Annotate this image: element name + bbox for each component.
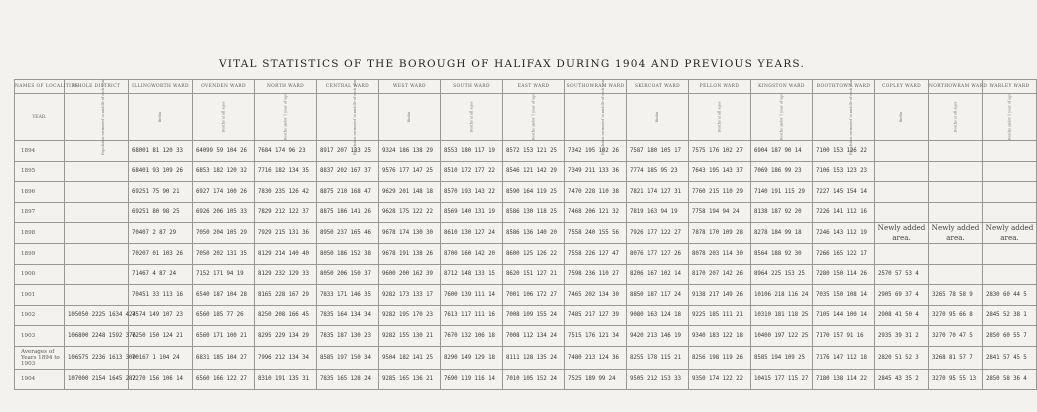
data-cell: 8310 191 135 31 <box>255 369 317 390</box>
data-cell: 7758 194 94 24 <box>689 202 751 223</box>
data-cell: 68001 81 120 33 <box>129 141 193 162</box>
ward-header: SOUTHOWRAM WARD <box>565 80 627 94</box>
ward-header: CENTRAL WARD <box>317 80 379 94</box>
sub-header: Deaths at all ages <box>929 94 983 141</box>
data-cell: 7465 202 134 30 <box>565 285 627 306</box>
ward-header: COPLEY WARD <box>875 80 929 94</box>
data-cell: 9505 212 153 33 <box>627 369 689 390</box>
data-cell: 7008 109 155 24 <box>503 305 565 326</box>
corner-header: NAMES OF LOCALITIES <box>15 80 65 94</box>
data-cell: 9138 217 149 26 <box>689 285 751 306</box>
data-cell: 9225 185 111 21 <box>689 305 751 326</box>
data-cell: 7819 163 94 19 <box>627 202 689 223</box>
data-cell: 8950 237 165 46 <box>317 223 379 244</box>
ward-header: SKIRCOAT WARD <box>627 80 689 94</box>
page-title: VITAL STATISTICS OF THE BOROUGH OF HALIFAX DURING 1904 AND PREVIOUS YEARS. <box>219 58 805 70</box>
data-cell: 7613 117 111 16 <box>441 305 503 326</box>
data-cell: 7468 206 121 32 <box>565 202 627 223</box>
data-cell: 10310 181 118 25 <box>751 305 813 326</box>
data-cell: 8050 186 152 38 <box>317 244 379 265</box>
data-cell <box>65 285 129 306</box>
year-header: YEAR. <box>15 94 65 141</box>
data-cell: 2850 58 36 4 <box>983 369 1037 390</box>
ward-header: PELLON WARD <box>689 80 751 94</box>
data-cell: 7690 119 116 14 <box>441 369 503 390</box>
data-cell: 8138 187 92 20 <box>751 202 813 223</box>
data-cell: 8050 206 150 37 <box>317 264 379 285</box>
data-cell: 7485 217 127 39 <box>565 305 627 326</box>
data-cell: 10415 177 115 27 <box>751 369 813 390</box>
ward-header: NORTH WARD <box>255 80 317 94</box>
data-cell <box>929 244 983 265</box>
data-cell: 9600 200 162 39 <box>379 264 441 285</box>
sub-header: Population estimated to middle of each year <box>813 94 875 141</box>
sub-header: Population estimated to middle of each year <box>565 94 627 141</box>
data-cell: 8620 151 127 21 <box>503 264 565 285</box>
data-cell <box>983 161 1037 182</box>
ward-header: BOOTHTOWN WARD <box>813 80 875 94</box>
sub-header: Deaths under 1 year of age <box>751 94 813 141</box>
sub-header: Deaths under 1 year of age <box>983 94 1037 141</box>
data-cell: 8964 225 153 25 <box>751 264 813 285</box>
data-cell: 7069 186 99 23 <box>751 161 813 182</box>
data-cell: 2820 51 52 3 <box>875 346 929 369</box>
data-cell: 7833 171 146 35 <box>317 285 379 306</box>
data-cell: 9282 195 170 23 <box>379 305 441 326</box>
data-cell: 7598 236 110 27 <box>565 264 627 285</box>
data-cell: 8553 180 117 19 <box>441 141 503 162</box>
data-cell: 64099 59 104 26 <box>193 141 255 162</box>
data-cell: 9282 173 133 17 <box>379 285 441 306</box>
data-cell: 8600 125 126 22 <box>503 244 565 265</box>
data-cell <box>983 182 1037 203</box>
data-cell: 8570 193 143 22 <box>441 182 503 203</box>
year-cell: 1904 <box>15 369 65 390</box>
data-cell: 7996 212 134 34 <box>255 346 317 369</box>
data-cell: 6560 185 77 26 <box>193 305 255 326</box>
newly-added-note: Newly added area. <box>983 223 1037 244</box>
data-cell: 7760 215 110 29 <box>689 182 751 203</box>
data-cell <box>875 141 929 162</box>
year-cell: 1901 <box>15 285 65 306</box>
data-cell: 8278 184 99 18 <box>751 223 813 244</box>
year-cell: 1897 <box>15 202 65 223</box>
table-row <box>15 244 1037 265</box>
data-cell: 70207 01 103 26 <box>129 244 193 265</box>
data-cell: 6560 171 100 21 <box>193 326 255 347</box>
data-cell: 8250 208 166 45 <box>255 305 317 326</box>
sub-header: Deaths at all ages <box>689 94 751 141</box>
ward-header: WEST WARD <box>379 80 441 94</box>
data-cell: 7050 204 105 29 <box>193 223 255 244</box>
data-cell: 107000 2154 1645 282 <box>65 369 129 390</box>
data-cell: 9576 177 147 25 <box>379 161 441 182</box>
data-cell: 7035 150 108 14 <box>813 285 875 306</box>
data-cell: 8875 210 168 47 <box>317 182 379 203</box>
data-cell: 7176 147 112 18 <box>813 346 875 369</box>
year-cell: 1900 <box>15 264 65 285</box>
data-cell: 7835 165 128 24 <box>317 369 379 390</box>
table-row <box>15 369 1037 390</box>
data-cell: 9285 165 136 21 <box>379 369 441 390</box>
data-cell: 7684 174 96 23 <box>255 141 317 162</box>
ward-header: WARLEY WARD <box>983 80 1037 94</box>
year-cell: 1898 <box>15 223 65 244</box>
year-cell: 1895 <box>15 161 65 182</box>
data-cell: 2845 43 35 2 <box>875 369 929 390</box>
data-cell: 7558 240 155 56 <box>565 223 627 244</box>
data-cell: 2570 57 53 4 <box>875 264 929 285</box>
data-cell: 8255 178 115 21 <box>627 346 689 369</box>
data-cell: 7227 145 154 14 <box>813 182 875 203</box>
data-cell: 9080 163 124 18 <box>627 305 689 326</box>
data-cell: 7587 180 105 17 <box>627 141 689 162</box>
data-cell: 6540 187 104 28 <box>193 285 255 306</box>
data-cell <box>875 202 929 223</box>
data-cell: 8586 136 140 20 <box>503 223 565 244</box>
year-cell: 1894 <box>15 141 65 162</box>
data-cell: 69251 80 98 25 <box>129 202 193 223</box>
newly-added-note: Newly added area. <box>929 223 983 244</box>
data-cell: 8111 128 135 24 <box>503 346 565 369</box>
data-cell <box>65 141 129 162</box>
data-cell: 7470 228 110 38 <box>565 182 627 203</box>
data-cell: 7926 177 122 27 <box>627 223 689 244</box>
data-cell: 3265 78 58 9 <box>929 285 983 306</box>
data-cell: 8510 172 177 22 <box>441 161 503 182</box>
data-cell: 9282 155 130 21 <box>379 326 441 347</box>
data-cell: 8586 130 118 25 <box>503 202 565 223</box>
data-cell <box>65 264 129 285</box>
data-cell: 7140 191 115 29 <box>751 182 813 203</box>
table-row <box>15 346 1037 369</box>
data-cell: 9340 183 122 18 <box>689 326 751 347</box>
data-cell: 68401 93 109 26 <box>129 161 193 182</box>
ward-header: NORTHOWRAM WARD <box>929 80 983 94</box>
sub-header: Deaths under 1 year of age <box>255 94 317 141</box>
data-cell: 8076 177 127 26 <box>627 244 689 265</box>
data-cell <box>929 141 983 162</box>
data-cell: 2850 60 55 7 <box>983 326 1037 347</box>
data-cell: 69251 75 90 21 <box>129 182 193 203</box>
data-cell: 106800 2248 1592 376 <box>65 326 129 347</box>
data-cell: 9350 174 122 22 <box>689 369 751 390</box>
data-cell: 7774 185 95 23 <box>627 161 689 182</box>
data-cell: 9678 174 130 30 <box>379 223 441 244</box>
data-cell: 6831 185 104 27 <box>193 346 255 369</box>
data-cell: 7170 157 91 16 <box>813 326 875 347</box>
data-cell: 2841 57 45 5 <box>983 346 1037 369</box>
data-cell: 7100 153 126 22 <box>813 141 875 162</box>
data-cell: 8078 203 114 30 <box>689 244 751 265</box>
data-cell: 7226 141 112 16 <box>813 202 875 223</box>
ward-header: WHOLE DISTRICT <box>65 80 129 94</box>
data-cell: 8875 186 141 26 <box>317 202 379 223</box>
year-cell: 1899 <box>15 244 65 265</box>
data-cell <box>983 244 1037 265</box>
sub-header: Births <box>379 94 441 141</box>
data-cell: 70167 1 104 24 <box>129 346 193 369</box>
data-cell: 8700 160 142 20 <box>441 244 503 265</box>
table-row <box>15 202 1037 223</box>
data-cell: 9628 175 122 22 <box>379 202 441 223</box>
sub-header: Births <box>129 94 193 141</box>
data-cell: 7515 176 121 34 <box>565 326 627 347</box>
table-row <box>15 305 1037 326</box>
data-cell: 8837 202 167 37 <box>317 161 379 182</box>
data-cell <box>875 161 929 182</box>
data-cell <box>65 223 129 244</box>
data-cell <box>65 161 129 182</box>
data-cell: 7349 211 133 36 <box>565 161 627 182</box>
data-cell: 7050 202 131 35 <box>193 244 255 265</box>
data-cell: 8206 167 102 14 <box>627 264 689 285</box>
data-cell: 8850 187 117 24 <box>627 285 689 306</box>
data-cell <box>929 161 983 182</box>
data-cell: 10400 197 122 25 <box>751 326 813 347</box>
data-cell: 7830 235 126 42 <box>255 182 317 203</box>
data-cell: 7280 150 114 26 <box>813 264 875 285</box>
year-cell: 1902 <box>15 305 65 326</box>
data-cell: 7480 213 124 36 <box>565 346 627 369</box>
data-cell: 9504 182 141 25 <box>379 346 441 369</box>
table-body <box>15 141 1037 390</box>
year-cell: 1896 <box>15 182 65 203</box>
data-cell: 6560 166 122 27 <box>193 369 255 390</box>
data-cell: 8564 188 92 30 <box>751 244 813 265</box>
data-cell: 7878 170 109 28 <box>689 223 751 244</box>
data-cell: 8917 207 133 25 <box>317 141 379 162</box>
data-cell: 7835 164 134 34 <box>317 305 379 326</box>
data-cell: 7246 143 112 19 <box>813 223 875 244</box>
data-cell: 7670 132 106 18 <box>441 326 503 347</box>
ward-header: KINGSTON WARD <box>751 80 813 94</box>
data-cell: 10106 218 116 24 <box>751 285 813 306</box>
data-cell <box>929 202 983 223</box>
table-row <box>15 285 1037 306</box>
data-cell: 8590 164 119 25 <box>503 182 565 203</box>
sub-header-row <box>15 94 1037 141</box>
sub-header: Deaths at all ages <box>193 94 255 141</box>
data-cell: 7010 105 152 24 <box>503 369 565 390</box>
sub-header: Births <box>875 94 929 141</box>
data-cell: 6927 174 100 26 <box>193 182 255 203</box>
data-cell: 8170 207 142 26 <box>689 264 751 285</box>
table-row <box>15 326 1037 347</box>
data-cell: 7525 189 99 24 <box>565 369 627 390</box>
data-cell <box>65 182 129 203</box>
data-cell: 8569 140 131 19 <box>441 202 503 223</box>
data-cell: 7106 153 123 23 <box>813 161 875 182</box>
newly-added-note: Newly added area. <box>875 223 929 244</box>
data-cell: 9678 191 138 26 <box>379 244 441 265</box>
data-cell: 2935 39 31 2 <box>875 326 929 347</box>
table-row <box>15 161 1037 182</box>
data-cell <box>983 141 1037 162</box>
data-cell: 7929 215 131 36 <box>255 223 317 244</box>
ward-header: EAST WARD <box>503 80 565 94</box>
data-cell: 7575 176 102 27 <box>689 141 751 162</box>
data-cell: 8572 153 121 25 <box>503 141 565 162</box>
data-cell: 7250 150 124 21 <box>129 326 193 347</box>
data-cell: 9629 201 148 18 <box>379 182 441 203</box>
statistics-table <box>14 79 1037 390</box>
data-cell: 70451 33 113 16 <box>129 285 193 306</box>
data-cell: 7558 226 127 47 <box>565 244 627 265</box>
table-row <box>15 141 1037 162</box>
data-cell <box>65 202 129 223</box>
data-cell: 106575 2236 1613 300 <box>65 346 129 369</box>
data-cell: 7835 187 130 23 <box>317 326 379 347</box>
data-cell: 7643 195 143 37 <box>689 161 751 182</box>
sub-header: Deaths at all ages <box>441 94 503 141</box>
data-cell: 8129 214 140 40 <box>255 244 317 265</box>
data-cell: 8610 130 127 24 <box>441 223 503 244</box>
data-cell: 2908 41 50 4 <box>875 305 929 326</box>
data-cell <box>65 244 129 265</box>
sub-header: Population estimated to middle of each year <box>317 94 379 141</box>
data-cell: 7266 165 122 17 <box>813 244 875 265</box>
ward-header-row <box>15 80 1037 94</box>
data-cell: 8295 229 134 29 <box>255 326 317 347</box>
data-cell <box>875 182 929 203</box>
ward-header: ILLINGWORTH WARD <box>129 80 193 94</box>
data-cell: 7001 106 172 27 <box>503 285 565 306</box>
data-cell: 8712 148 133 15 <box>441 264 503 285</box>
data-cell <box>983 202 1037 223</box>
data-cell: 7105 144 100 14 <box>813 305 875 326</box>
sub-header: Births <box>627 94 689 141</box>
data-cell: 7574 149 107 23 <box>129 305 193 326</box>
data-cell <box>983 264 1037 285</box>
data-cell: 7152 171 94 19 <box>193 264 255 285</box>
data-cell: 3270 95 55 13 <box>929 369 983 390</box>
data-cell: 8165 228 167 29 <box>255 285 317 306</box>
data-cell: 3268 81 57 7 <box>929 346 983 369</box>
data-cell: 7008 112 134 24 <box>503 326 565 347</box>
data-cell: 9420 213 146 19 <box>627 326 689 347</box>
data-cell: 7829 212 122 37 <box>255 202 317 223</box>
data-cell: 7270 156 106 14 <box>129 369 193 390</box>
data-cell: 8546 121 142 29 <box>503 161 565 182</box>
ward-header: OVENDEN WARD <box>193 80 255 94</box>
data-cell: 2905 69 37 4 <box>875 285 929 306</box>
data-cell: 7342 195 102 26 <box>565 141 627 162</box>
data-cell: 7600 139 111 14 <box>441 285 503 306</box>
data-cell: 70407 2 87 29 <box>129 223 193 244</box>
data-cell: 7180 138 114 22 <box>813 369 875 390</box>
sub-header: Deaths under 1 year of age <box>503 94 565 141</box>
data-cell: 3270 95 66 8 <box>929 305 983 326</box>
data-cell: 7821 174 127 31 <box>627 182 689 203</box>
data-cell <box>929 264 983 285</box>
data-cell: 8585 197 150 34 <box>317 346 379 369</box>
data-cell: 6853 182 120 32 <box>193 161 255 182</box>
data-cell: 7716 182 134 35 <box>255 161 317 182</box>
data-cell <box>929 182 983 203</box>
data-cell: 9324 186 138 29 <box>379 141 441 162</box>
ward-header: SOUTH WARD <box>441 80 503 94</box>
data-cell: 71467 4 87 24 <box>129 264 193 285</box>
data-cell: 105050 2225 1634 424 <box>65 305 129 326</box>
table-row <box>15 264 1037 285</box>
sub-header: Population estimated to middle of each year <box>65 94 129 141</box>
data-cell: 8256 198 119 26 <box>689 346 751 369</box>
data-cell: 6926 206 105 33 <box>193 202 255 223</box>
data-cell: 2845 52 38 1 <box>983 305 1037 326</box>
table-row <box>15 182 1037 203</box>
data-cell: 8129 232 129 33 <box>255 264 317 285</box>
data-cell: 8290 149 129 18 <box>441 346 503 369</box>
data-cell: 2830 60 44 5 <box>983 285 1037 306</box>
data-cell <box>875 244 929 265</box>
data-cell: 3270 70 47 5 <box>929 326 983 347</box>
year-cell: 1903 <box>15 326 65 347</box>
data-cell: 6904 187 90 14 <box>751 141 813 162</box>
year-cell: Averages of Years 1894 to 1903 <box>15 346 65 369</box>
table-row <box>15 223 1037 244</box>
data-cell: 8585 194 109 25 <box>751 346 813 369</box>
